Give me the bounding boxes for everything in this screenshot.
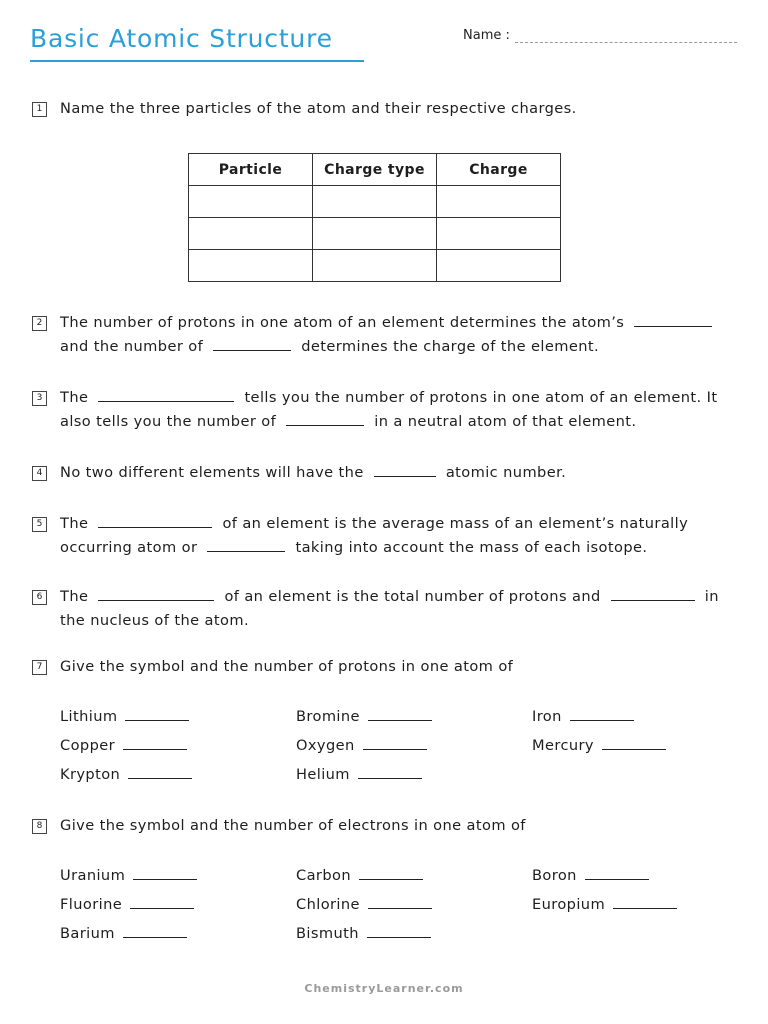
question-number-2: 2 [32,316,47,331]
element-item [60,735,192,754]
question-5-text-a: The [60,515,89,532]
element-name: Fluorine [60,896,123,913]
name-field-line[interactable] [515,42,737,43]
page-title: Basic Atomic Structure [30,24,333,53]
question-3 [32,386,738,433]
answer-blank[interactable] [133,865,197,880]
question-6-text-c: in [704,588,719,605]
element-item [296,894,437,913]
element-item [296,764,427,783]
answer-blank[interactable] [286,411,364,426]
question-3-text-c: also tells you the number of [60,412,277,430]
question-6-text-a: The [60,588,89,605]
question-4-text-b: atomic number. [445,464,567,481]
element-name: Europium [532,896,606,913]
table-cell[interactable] [437,250,561,282]
element-name: Uranium [60,867,126,884]
element-item [532,865,654,884]
answer-blank[interactable] [602,735,666,750]
question-8-text: Give the symbol and the number of electrons in one atom of [60,817,526,834]
element-item [296,923,436,942]
footer-credit: ChemistryLearner.com [304,982,464,995]
table-cell[interactable] [313,250,437,282]
answer-blank[interactable] [358,764,422,779]
answer-blank[interactable] [363,735,427,750]
element-name: Carbon [296,867,351,884]
question-1 [32,97,738,121]
answer-blank[interactable] [125,706,189,721]
question-number-6: 6 [32,590,47,605]
element-name: Krypton [60,766,121,783]
question-8 [32,814,738,838]
question-2-text-c: determines the charge of the element. [301,337,600,355]
name-label: Name : [463,28,510,43]
element-item [532,894,682,913]
question-3-text-b: tells you the number of protons in one atom of an element. It [244,389,718,406]
answer-blank[interactable] [634,312,712,327]
element-item [60,923,192,942]
table-row [189,250,561,282]
question-6 [32,585,738,632]
table-row [189,186,561,218]
answer-blank[interactable] [123,735,187,750]
element-name: Copper [60,737,116,754]
element-item [532,706,639,725]
element-name: Lithium [60,708,118,725]
table-cell[interactable] [313,186,437,218]
element-name: Boron [532,867,577,884]
table-cell[interactable] [189,186,313,218]
answer-blank[interactable] [98,513,212,528]
question-number-5: 5 [32,517,47,532]
element-item [60,894,199,913]
question-number-3: 3 [32,391,47,406]
answer-blank[interactable] [130,894,194,909]
question-number-7: 7 [32,660,47,675]
answer-blank[interactable] [570,706,634,721]
element-name: Bismuth [296,925,359,942]
question-7-text: Give the symbol and the number of protons in one atom of [60,658,514,675]
question-5 [32,512,738,559]
answer-blank[interactable] [207,537,285,552]
element-name: Chlorine [296,896,360,913]
element-name: Helium [296,766,350,783]
answer-blank[interactable] [368,706,432,721]
element-item [60,865,202,884]
element-name: Mercury [532,737,594,754]
table-cell[interactable] [189,218,313,250]
element-name: Bromine [296,708,360,725]
element-item [60,764,197,783]
question-2-text-a: The number of protons in one atom of an element determines the atom’s [60,314,625,331]
answer-blank[interactable] [123,923,187,938]
element-item [60,706,194,725]
answer-blank[interactable] [213,336,291,351]
question-4-text-a: No two different elements will have the [60,464,364,481]
question-5-text-c: occurring atom or [60,538,198,556]
answer-blank[interactable] [98,586,214,601]
question-4 [32,461,738,485]
element-name: Iron [532,708,562,725]
table-cell[interactable] [313,218,437,250]
element-item [296,706,437,725]
question-6-text-b: of an element is the total number of protons and [224,588,601,605]
answer-blank[interactable] [613,894,677,909]
answer-blank[interactable] [611,586,695,601]
particle-table [188,153,561,282]
answer-blank[interactable] [368,894,432,909]
answer-blank[interactable] [359,865,423,880]
element-item [296,865,428,884]
answer-blank[interactable] [367,923,431,938]
question-5-text-b: of an element is the average mass of an element’s naturally [222,515,689,532]
answer-blank[interactable] [128,764,192,779]
question-3-text-a: The [60,389,89,406]
element-name: Oxygen [296,737,355,754]
table-cell[interactable] [437,186,561,218]
table-header-particle: Particle [189,154,313,186]
question-2-text-b: and the number of [60,337,204,355]
question-2 [32,311,738,358]
question-5-text-d: taking into account the mass of each isotope. [295,538,648,556]
table-cell[interactable] [189,250,313,282]
question-number-4: 4 [32,466,47,481]
answer-blank[interactable] [98,387,234,402]
question-6-text-d: the nucleus of the atom. [60,611,249,629]
title-underline [30,60,364,62]
question-1-text: Name the three particles of the atom and their respective charges. [60,100,577,117]
answer-blank[interactable] [374,462,436,477]
answer-blank[interactable] [585,865,649,880]
element-item [532,735,671,754]
question-7 [32,655,738,679]
table-header-charge-type: Charge type [313,154,437,186]
table-row [189,218,561,250]
question-3-text-d: in a neutral atom of that element. [374,412,637,430]
table-header-charge: Charge [437,154,561,186]
table-cell[interactable] [437,218,561,250]
element-name: Barium [60,925,115,942]
question-number-1: 1 [32,102,47,117]
question-number-8: 8 [32,819,47,834]
element-item [296,735,432,754]
